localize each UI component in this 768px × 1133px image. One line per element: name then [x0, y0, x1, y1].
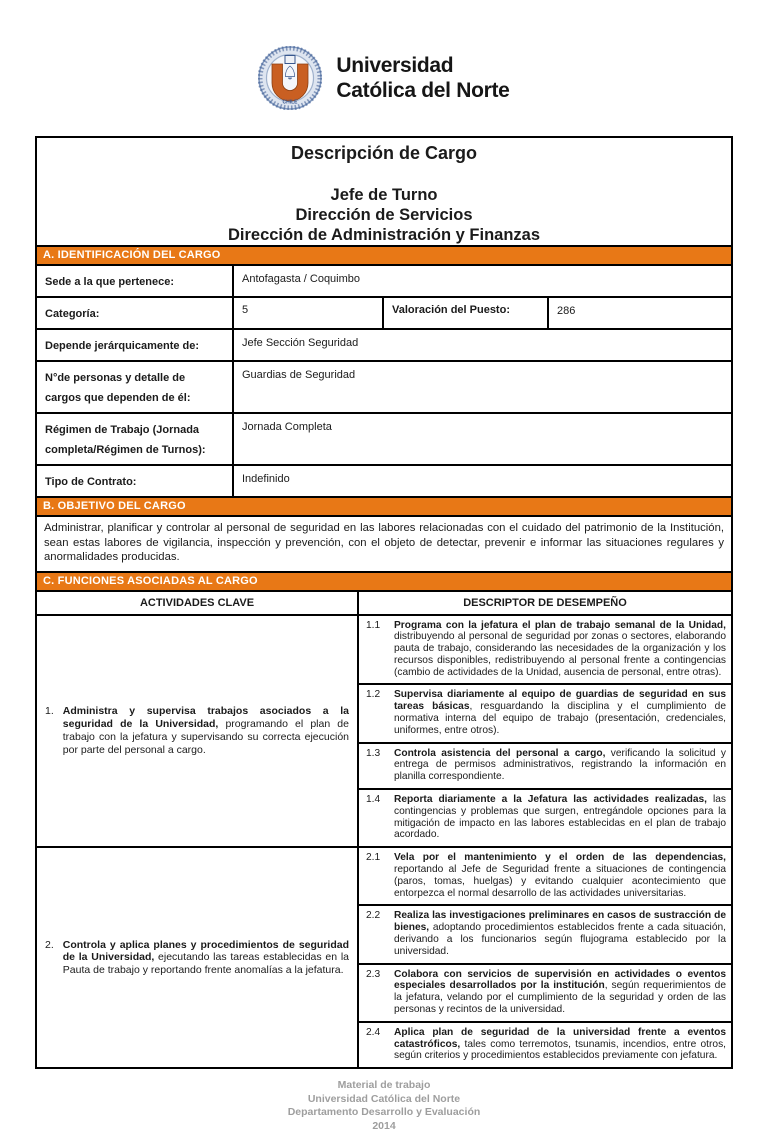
descriptor-text	[394, 969, 726, 1016]
activity-cell	[37, 848, 357, 1067]
university-name	[336, 53, 509, 103]
descriptor-item	[359, 1023, 731, 1067]
footer-line: Universidad Católica del Norte	[307, 1092, 461, 1105]
descriptor-item	[359, 616, 731, 686]
university-name-line2: Católica del Norte	[336, 79, 510, 102]
descriptor-text-rest: las contingencias y problemas que surgen, entregándole opciones para la mitigación de impacto en las labores establecidas en el plan de trabajo acordado.	[394, 794, 727, 841]
descriptor-cells	[357, 848, 731, 1067]
table-row	[35, 330, 733, 362]
direction-title: Dirección de Administración y Finanzas	[227, 226, 541, 244]
descriptor-text-bold: Controla asistencia del personal a cargo,	[394, 747, 606, 759]
descriptor-number: 1.2	[366, 689, 381, 701]
activity-number: 1.	[45, 705, 54, 718]
table-row	[35, 266, 733, 298]
descriptor-number: 2.4	[366, 1026, 381, 1038]
descriptor-text-bold: Colabora con servicios de supervisión en actividades o eventos especiales desarrollados por la institución	[394, 968, 726, 992]
section-a-header: A. IDENTIFICACIÓN DEL CARGO	[35, 247, 733, 266]
function-row	[35, 848, 733, 1069]
descriptor-item	[359, 685, 731, 743]
field-label: Tipo de Contrato:	[45, 476, 137, 488]
field-label: Régimen de Trabajo (Jornada completa/Régimen de Turnos):	[45, 424, 206, 456]
unit-title: Dirección de Servicios	[295, 206, 473, 224]
activity-text-rest: ejecutando las tareas establecidas en la Pauta de trabajo y reportando frente anomalías a la jefatura.	[62, 951, 349, 977]
column-header-descriptor: DESCRIPTOR DE DESEMPEÑO	[357, 592, 731, 614]
column-header-activities: ACTIVIDADES CLAVE	[139, 596, 255, 609]
descriptor-text-rest: reportando al Jefe de Seguridad frente a situaciones de contingencia (paros, tomas, huelgas) y evitando cualquier acontecimiento que entorpezca el normal desarrollo de las actividades universitarias.	[394, 864, 726, 899]
descriptor-item	[359, 744, 731, 790]
activity-text-bold: Controla y aplica planes y procedimientos de seguridad de la Universidad,	[62, 938, 349, 964]
field-value: 286	[547, 298, 731, 328]
descriptor-text	[394, 748, 726, 783]
field-label: Categoría:	[45, 308, 100, 320]
table-row	[35, 298, 733, 330]
descriptor-number: 2.1	[366, 852, 381, 864]
activity-text	[63, 705, 349, 756]
descriptor-text-bold: Aplica plan de seguridad de la universidad frente a eventos catastróficos,	[394, 1026, 726, 1050]
descriptor-item	[359, 965, 731, 1023]
descriptor-text-bold: Reporta diariamente a la Jefatura las actividades realizadas,	[394, 794, 708, 806]
descriptor-text	[394, 1027, 726, 1062]
footer-line: Material de trabajo	[337, 1079, 431, 1092]
field-value: Jornada Completa	[232, 414, 731, 464]
field-label: Valoración del Puesto:	[382, 298, 547, 328]
table-row	[35, 466, 733, 498]
descriptor-text	[394, 689, 726, 736]
descriptor-text-rest: verificando la solicitud y entrega de permisos administrativos, registrando la información en planilla correspondiente.	[394, 747, 726, 783]
document-title: Descripción de Cargo	[290, 143, 478, 163]
descriptor-item	[359, 848, 731, 906]
university-name-line1: Universidad	[336, 54, 454, 77]
function-row	[35, 616, 733, 849]
field-value: Guardias de Seguridad	[232, 362, 731, 412]
descriptor-number: 2.3	[366, 968, 381, 980]
descriptor-text-rest: tales como terremotos, tsunamis, incendios, entre otros, según criterios y procedimientos establecidos previamente con jefatura.	[394, 1038, 726, 1062]
footer-line: Departamento Desarrollo y Evaluación	[287, 1106, 481, 1119]
descriptor-text	[394, 910, 726, 957]
descriptor-text	[394, 852, 726, 899]
job-description-document	[35, 136, 733, 1069]
descriptor-text-bold: Programa con la jefatura el plan de trabajo semanal de la Unidad,	[394, 619, 726, 631]
descriptor-text-bold: Vela por el mantenimiento y el orden de las dependencias,	[394, 852, 726, 864]
descriptor-text-bold: Realiza las investigaciones preliminares en casos de sustracción de bienes,	[394, 910, 726, 934]
field-label: N°de personas y detalle de cargos que dependen de él:	[45, 372, 191, 404]
university-logo	[0, 46, 768, 110]
activity-number: 2.	[45, 938, 54, 951]
section-b-header: B. OBJETIVO DEL CARGO	[35, 498, 733, 517]
field-value: 5	[232, 298, 382, 328]
descriptor-text-rest: , según requerimientos de la jefatura, velando por el cumplimiento de la seguridad y orden de las personas y recintos de la universidad.	[394, 980, 726, 1016]
descriptor-number: 1.4	[366, 794, 381, 806]
identification-table	[35, 266, 733, 498]
descriptor-item	[359, 790, 731, 846]
descriptor-cells	[357, 616, 731, 847]
table-row	[35, 362, 733, 414]
objective-text: Administrar, planificar y controlar al personal de seguridad en las labores relacionadas con el cuidado del patrimonio de la Institución, sean estas labores de vigilancia, inspección y prevención, con el objeto de detectar, prevenir e informar las situaciones regulares y anormalidades producidas.	[35, 517, 733, 573]
document-footer	[0, 1079, 768, 1133]
descriptor-text	[394, 620, 726, 679]
activity-text	[63, 939, 349, 977]
field-value: Antofagasta / Coquimbo	[232, 266, 731, 296]
ucn-seal-icon	[258, 46, 322, 110]
title-block	[35, 136, 733, 247]
functions-column-headers	[35, 592, 733, 616]
descriptor-text-bold: Supervisa diariamente al equipo de guardias de seguridad en sus tareas básicas	[394, 689, 726, 713]
position-title: Jefe de Turno	[330, 186, 438, 204]
descriptor-number: 1.3	[366, 747, 381, 759]
descriptor-text-rest: , resguardando la disciplina y el cumplimiento de normativa interna del equipo de trabajo (presentación, credenciales, uniformes, entre otros).	[394, 701, 727, 736]
activity-cell	[37, 616, 357, 847]
svg-text:CHILE: CHILE	[282, 99, 298, 106]
field-label: Sede a la que pertenece:	[45, 276, 174, 288]
descriptor-item	[359, 906, 731, 964]
footer-line: 2014	[372, 1119, 396, 1132]
activity-text-bold: Administra y supervisa trabajos asociados a la seguridad de la Universidad,	[62, 705, 349, 731]
descriptor-text	[394, 794, 726, 841]
section-c-header: C. FUNCIONES ASOCIADAS AL CARGO	[35, 573, 733, 592]
field-label: Depende jerárquicamente de:	[45, 340, 200, 352]
descriptor-text-rest: adoptando procedimientos establecidos frente a cada situación, derivando a los funcionarios según flujograma establecido por la universidad.	[394, 922, 726, 957]
activity-text-rest: programando el plan de trabajo con la jefatura y supervisando su correcta ejecución por parte del personal a cargo.	[62, 718, 349, 756]
field-value: Jefe Sección Seguridad	[232, 330, 731, 360]
descriptor-number: 2.2	[366, 910, 381, 922]
table-row	[35, 414, 733, 466]
descriptor-text-rest: distribuyendo al personal de seguridad por zonas o sectores, elaborando pauta de trabajo, considerando las necesidades de la organización y los recursos disponibles, redistribuyendo al personal frente a contingencias (cambio de actividades de la Unidad, ausencia de personal, entre otras).	[394, 631, 726, 678]
descriptor-number: 1.1	[366, 619, 381, 631]
field-value: Indefinido	[232, 466, 731, 496]
